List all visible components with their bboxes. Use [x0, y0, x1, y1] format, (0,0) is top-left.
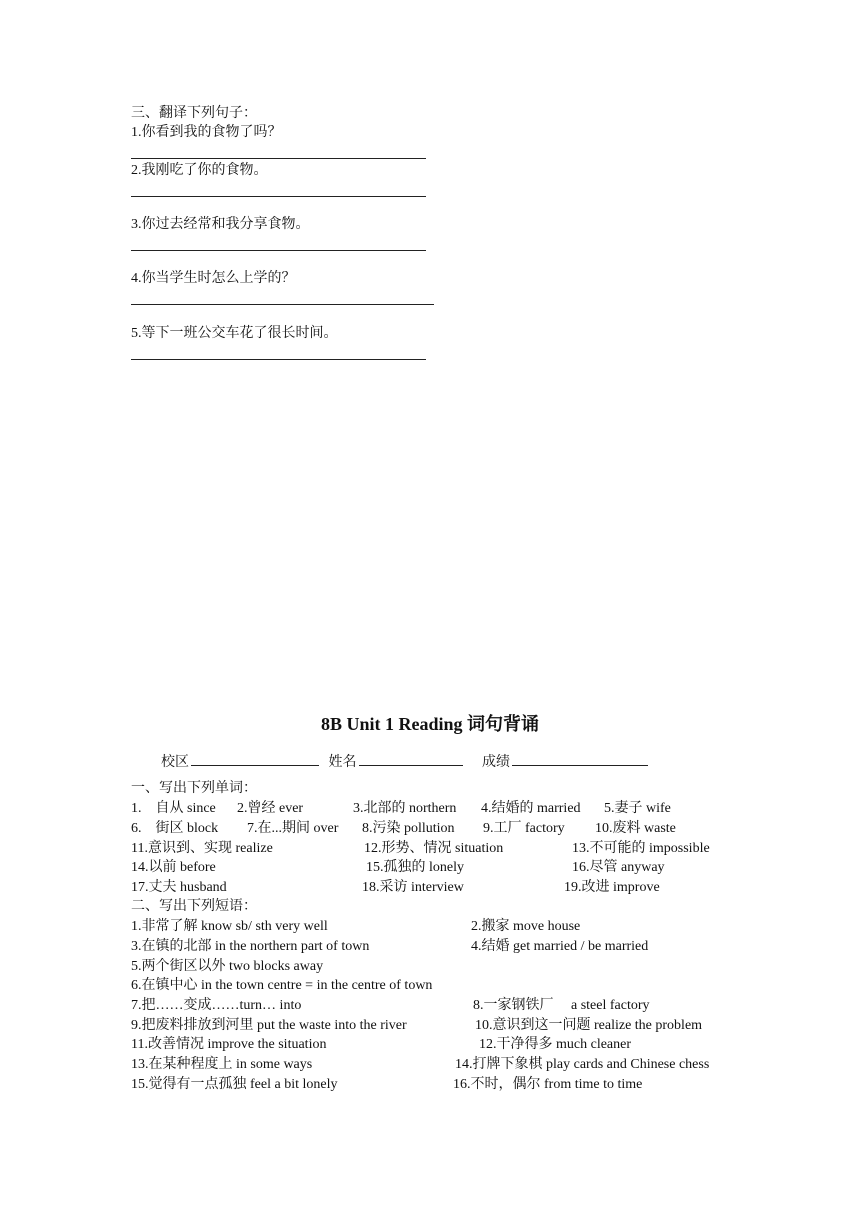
phrase-item: 2.搬家 move house	[471, 919, 581, 934]
word-item: 5.妻子 wife	[604, 801, 671, 816]
words-heading: 一、写出下列单词：	[131, 781, 257, 796]
campus-blank[interactable]	[191, 751, 319, 766]
info-fields	[161, 751, 654, 772]
word-item: 13.不可能的 impossible	[572, 841, 710, 856]
phrase-item: 10.意识到这一问题 realize the problem	[475, 1018, 703, 1033]
phrase-item: 11.改善情况 improve the situation	[131, 1037, 327, 1052]
score-label: 成绩	[482, 755, 510, 770]
word-item: 19.改进 improve	[564, 880, 660, 895]
word-item: 6. 街区 block	[131, 821, 219, 836]
sentence-1: 1.你看到我的食物了吗？	[131, 125, 282, 140]
phrase-item: 6.在镇中心 in the town centre = in the centre of town	[131, 978, 433, 993]
answer-line-1[interactable]	[131, 158, 426, 159]
sentence-3: 3.你过去经常和我分享食物。	[131, 217, 310, 232]
phrase-item: 16.不时，偶尔 from time to time	[453, 1077, 643, 1092]
word-item: 2.曾经 ever	[237, 801, 304, 816]
phrase-item: 13.在某种程度上 in some ways	[131, 1057, 313, 1072]
word-item: 11.意识到、实现 realize	[131, 841, 273, 856]
score-blank[interactable]	[512, 751, 648, 766]
word-item: 3.北部的 northern	[353, 801, 457, 816]
translate-heading: 三、翻译下列句子：	[131, 106, 257, 121]
word-item: 16.尽管 anyway	[572, 860, 665, 875]
word-item: 10.废料 waste	[595, 821, 676, 836]
phrase-item: 1.非常了解 know sb/ sth very well	[131, 919, 328, 934]
phrase-item: 4.结婚 get married / be married	[471, 939, 649, 954]
worksheet-title: 8B Unit 1 Reading 词句背诵	[320, 714, 540, 734]
phrase-item: 12.干净得多 much cleaner	[479, 1037, 632, 1052]
name-blank[interactable]	[359, 751, 463, 766]
answer-line-2[interactable]	[131, 196, 426, 197]
sentence-5: 5.等下一班公交车花了很长时间。	[131, 326, 338, 341]
word-item: 17.丈夫 husband	[131, 880, 227, 895]
sentence-4: 4.你当学生时怎么上学的？	[131, 271, 296, 286]
word-item: 9.工厂 factory	[483, 821, 565, 836]
answer-line-4[interactable]	[131, 304, 434, 305]
word-item: 4.结婚的 married	[481, 801, 581, 816]
word-item: 1. 自从 since	[131, 801, 216, 816]
word-item: 7.在...期间 over	[247, 821, 339, 836]
phrase-item: 15.觉得有一点孤独 feel a bit lonely	[131, 1077, 338, 1092]
word-item: 8.污染 pollution	[362, 821, 455, 836]
phrase-item: 3.在镇的北部 in the northern part of town	[131, 939, 370, 954]
phrase-item: 7.把……变成……turn… into	[131, 998, 302, 1013]
name-label: 姓名	[328, 755, 357, 770]
word-item: 15.孤独的 lonely	[366, 860, 464, 875]
campus-label: 校区	[161, 755, 189, 770]
sentence-2: 2.我刚吃了你的食物。	[131, 163, 268, 178]
phrase-item: 8.一家钢铁厂 a steel factory	[473, 998, 650, 1013]
phrase-item: 5.两个街区以外 two blocks away	[131, 959, 324, 974]
phrase-item: 9.把废料排放到河里 put the waste into the river	[131, 1018, 407, 1033]
phrase-item: 14.打牌下象棋 play cards and Chinese chess	[455, 1057, 710, 1072]
word-item: 12.形势、情况 situation	[364, 841, 504, 856]
word-item: 14.以前 before	[131, 860, 216, 875]
phrases-heading: 二、写出下列短语：	[131, 899, 257, 914]
answer-line-3[interactable]	[131, 250, 426, 251]
answer-line-5[interactable]	[131, 359, 426, 360]
word-item: 18.采访 interview	[362, 880, 464, 895]
